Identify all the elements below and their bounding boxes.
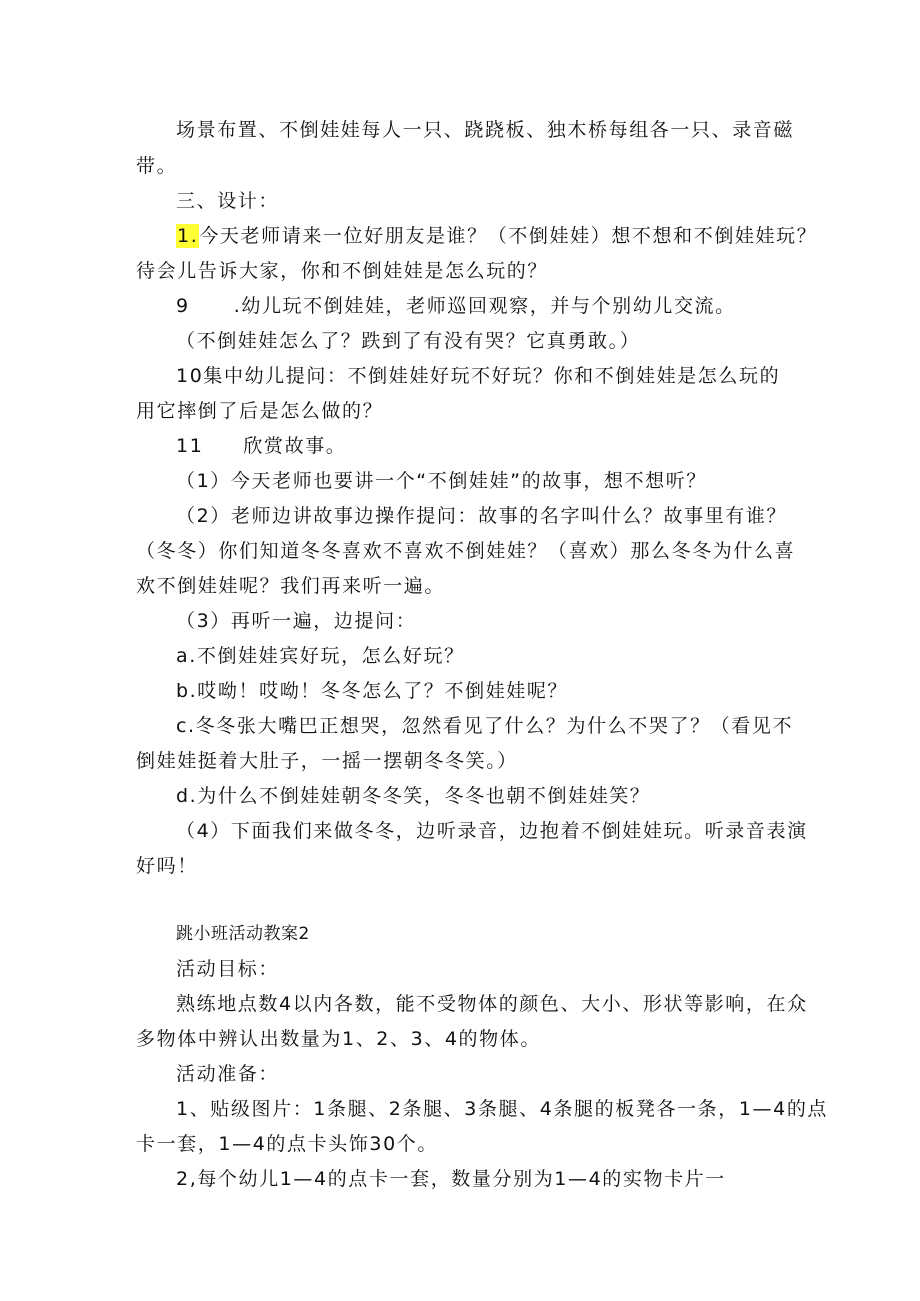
- paragraph-line: b.哎呦！哎呦！冬冬怎么了？不倒娃娃呢？: [176, 680, 569, 702]
- list-item-text: 欣赏故事。: [243, 435, 347, 457]
- paragraph-line: 用它摔倒了后是怎么做的？: [136, 400, 384, 422]
- paragraph-line: c.冬冬张大嘴巴正想哭，忽然看见了什么？为什么不哭了？（看见不: [176, 715, 794, 737]
- section-title: 跳小班活动教案2: [176, 924, 310, 944]
- paragraph-line: 多物体中辨认出数量为1、2、3、4的物体。: [136, 1028, 541, 1050]
- paragraph-line: （2）老师边讲故事边操作提问：故事的名字叫什么？故事里有谁？: [176, 505, 788, 527]
- list-item: 10集中幼儿提问：不倒娃娃好玩不好玩？你和不倒娃娃是怎么玩的: [176, 365, 781, 387]
- paragraph-line: 倒娃娃挺着大肚子，一摇一摆朝冬冬笑。）: [136, 750, 518, 772]
- list-item: [176, 294, 836, 318]
- paragraph-line: 场景布置、不倒娃娃每人一只、跷跷板、独木桥每组各一只、录音磁: [176, 119, 795, 141]
- section-heading: 活动准备：: [176, 1063, 280, 1085]
- paragraph-line: 带。: [136, 155, 178, 177]
- list-number: 11: [176, 435, 204, 457]
- paragraph-line: （不倒娃娃怎么了？跌到了有没有哭？它真勇敢。）: [176, 330, 641, 352]
- paragraph-line: （4）下面我们来做冬冬，边听录音，边抱着不倒娃娃玩。听录音表演: [176, 820, 808, 842]
- list-item: [176, 224, 836, 248]
- paragraph-line: 2,每个幼儿1—4的点卡一套，数量分别为1—4的实物卡片一: [176, 1168, 726, 1190]
- paragraph-line: 熟练地点数4以内各数，能不受物体的颜色、大小、形状等影响，在众: [176, 993, 808, 1015]
- list-item-text: .幼儿玩不倒娃娃，老师巡回观察，并与个别幼儿交流。: [233, 295, 736, 317]
- paragraph-line: d.为什么不倒娃娃朝冬冬笑，冬冬也朝不倒娃娃笑？: [176, 785, 651, 807]
- paragraph-line: （1）今天老师也要讲一个“不倒娃娃”的故事，想不想听？: [176, 470, 707, 492]
- paragraph-line: （3）再听一遍，边提问：: [176, 610, 417, 632]
- highlighted-number: 1.: [177, 225, 199, 247]
- list-number: 9: [176, 295, 190, 317]
- paragraph-line: 卡一套，1—4的点卡头饰30个。: [136, 1133, 438, 1155]
- paragraph-line: （冬冬）你们知道冬冬喜欢不喜欢不倒娃娃？（喜欢）那么冬冬为什么喜: [136, 540, 796, 562]
- paragraph-line: 待会儿告诉大家，你和不倒娃娃是怎么玩的？: [136, 260, 549, 282]
- paragraph-line: 欢不倒娃娃呢？我们再来听一遍。: [136, 575, 446, 597]
- paragraph-line: 1、贴级图片：1条腿、2条腿、3条腿、4条腿的板凳各一条，1—4的点: [176, 1098, 829, 1120]
- paragraph-line: 好吗！: [136, 855, 198, 877]
- paragraph-line: a.不倒娃娃宾好玩，怎么好玩？: [176, 645, 465, 667]
- list-item-text: 今天老师请来一位好朋友是谁？（不倒娃娃）想不想和不倒娃娃玩？: [199, 225, 818, 247]
- list-item: [176, 434, 836, 458]
- section-heading: 三、设计：: [176, 190, 280, 212]
- section-heading: 活动目标：: [176, 958, 280, 980]
